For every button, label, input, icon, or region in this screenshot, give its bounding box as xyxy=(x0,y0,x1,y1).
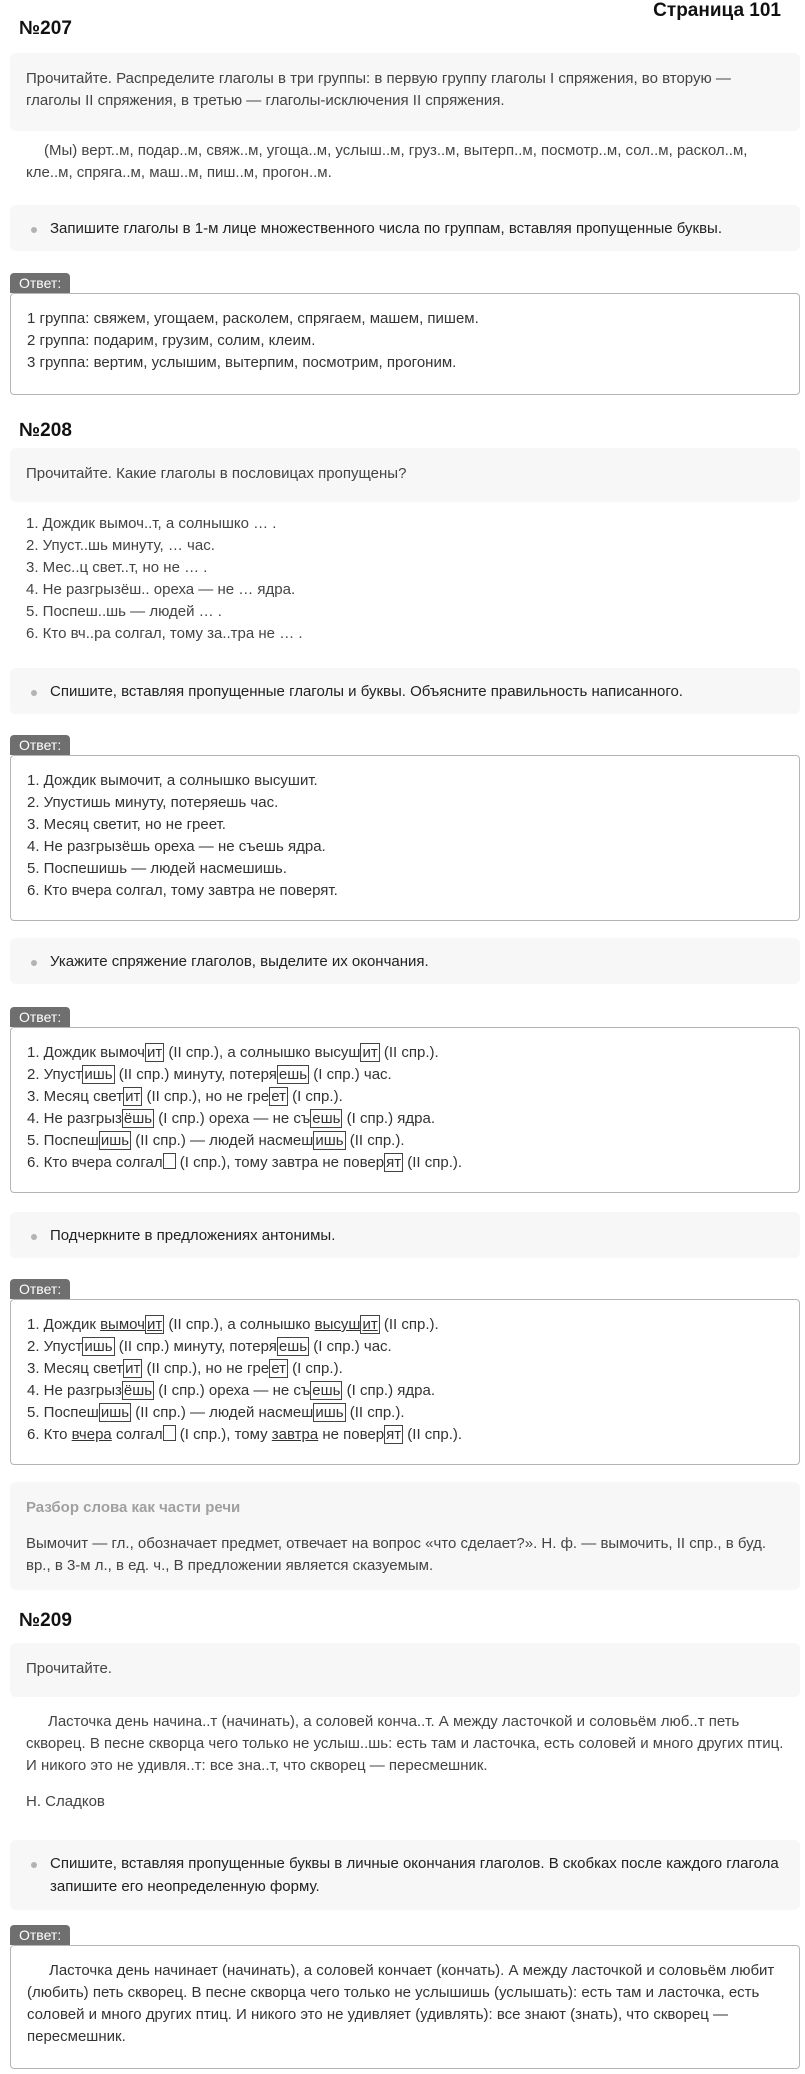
ending-box: ят xyxy=(386,1426,402,1443)
task-text: Прочитайте. Распределите глаголы в три группы: в первую группу глаголы I спряжения, во вторую — глаголы II спряжения, в третью — глаголы-исключения II спряжения. xyxy=(26,70,731,109)
answer-label: Ответ: xyxy=(10,1925,70,1945)
exercise-207-text: (Мы) верт..м, подар..м, свяж..м, угоща..м, услыш..м, груз..м, вытерп..м, посмотр..м, сол..м, раскол..м, кле..м, спряга..м, маш..м, пиш..м, прогон..м. xyxy=(26,142,748,181)
answer-text: Ласточка день начинает (начинать), а соловей кончает (кончать). А между ласточкой и соловьём любит (любить) петь скворец. В песне скворца чего только не услышишь (услышать): есть там и ласточка, есть соловей и много других птиц. И никого это не удивляет (удивлять): все знают (знать), что скворец — пересмешник. xyxy=(27,1962,775,2045)
ending-box: ишь xyxy=(100,1132,130,1149)
story-text: Ласточка день начина..т (начинать), а соловей конча..т. А между ласточкой и соловьём люб..т петь скворец. В песне скворца чего только не услыш..шь: есть там и ласточка, есть соловей и много других птиц. И никого это не удивля..т: все зна..т, что скворец — пересмешник. xyxy=(26,1713,784,1774)
instruction-text: Запишите глаголы в 1-м лице множественного числа по группам, вставляя пропущенные буквы. xyxy=(50,220,723,237)
answer-line: 2. Упустишь минуту, потеряешь час. xyxy=(27,794,279,811)
ending-box: ит xyxy=(362,1044,378,1061)
ending-box: ешь xyxy=(278,1066,308,1083)
exercise-209-instruction xyxy=(10,1840,800,1910)
answer-line: 6. Кто вчера солгал, тому завтра не поверят. xyxy=(27,882,338,899)
ending-box: ишь xyxy=(315,1132,344,1149)
instruction-text: Спишите, вставляя пропущенные глаголы и буквы. Объясните правильность написанного. xyxy=(50,683,683,700)
answer-label: Ответ: xyxy=(10,1279,70,1299)
exercise-208-task xyxy=(10,448,800,502)
ending-box: ит xyxy=(125,1088,141,1105)
answer-line: 2 группа: подарим, грузим, солим, клеим. xyxy=(27,332,316,349)
author: Н. Сладков xyxy=(26,1793,105,1810)
ending-box: ет xyxy=(271,1088,286,1105)
answer-line: 1. Дождик вымоч ит (II спр.), а солнышко высуш ит (II спр.). xyxy=(27,1044,439,1061)
exercise-208-proverbs xyxy=(26,513,786,645)
ending-box: ешь xyxy=(312,1382,341,1399)
answer-line: 4. Не разгрыз ёшь (I спр.) ореха — не съ ешь (I спр.) ядра. xyxy=(27,1110,435,1127)
answer-line: 3. Месяц свет ит (II спр.), но не гре ет (I спр.). xyxy=(27,1088,343,1105)
bullet-dot xyxy=(31,1862,37,1868)
ending-box: ит xyxy=(146,1316,163,1333)
answer-line: 5. Поспешишь — людей насмешишь. xyxy=(27,860,287,877)
proverb-line: 3. Мес..ц свет..т, но не … . xyxy=(26,559,208,576)
answer-line: 2. Упуст ишь (II спр.) минуту, потеря ешь (I спр.) час. xyxy=(27,1338,392,1355)
analysis-title: Разбор слова как части речи xyxy=(26,1499,241,1516)
exercise-208-answer-2 xyxy=(10,1027,800,1193)
exercise-208-instruction-2 xyxy=(10,938,800,984)
ending-box: ят xyxy=(386,1154,402,1171)
proverb-line: 5. Поспеш..шь — людей … . xyxy=(26,603,222,620)
ending-box: ешь xyxy=(278,1338,308,1355)
ending-box: ишь xyxy=(100,1404,130,1421)
bullet-dot xyxy=(31,1234,37,1240)
task-text: Прочитайте. Какие глаголы в пословицах пропущены? xyxy=(26,465,407,482)
answer-line: 3. Месяц светит, но не греет. xyxy=(27,816,226,833)
proverb-line: 2. Упуст..шь минуту, … час. xyxy=(26,537,215,554)
exercise-208-instruction-3 xyxy=(10,1212,800,1258)
exercise-208-number: №208 xyxy=(19,420,72,441)
exercise-207-answer xyxy=(10,293,800,395)
answer-line: 4. Не разгрызёшь ореха — не съешь ядра. xyxy=(27,838,326,855)
exercise-208-instruction-1 xyxy=(10,668,800,714)
proverb-line: 6. Кто вч..ра солгал, тому за..тра не … . xyxy=(26,625,303,642)
exercise-209-answer xyxy=(10,1945,800,2069)
page-label: Страница 101 xyxy=(653,0,781,21)
exercise-209-task xyxy=(10,1643,800,1697)
ending-box: ишь xyxy=(315,1404,344,1421)
ending-box: ит xyxy=(146,1044,163,1061)
ending-box: ишь xyxy=(84,1066,113,1083)
answer-line: 6. Кто вчера солгал (I спр.), тому завтра не повер ят (II спр.). xyxy=(27,1154,463,1171)
answer-label: Ответ: xyxy=(10,273,70,293)
answer-line: 5. Поспеш ишь (II спр.) — людей насмеш ишь (II спр.). xyxy=(27,1132,405,1149)
analysis-text: Вымочит — гл., обозначает предмет, отвечает на вопрос «что сделает?». Н. ф. — вымочить, II спр., в буд. вр., в 3-м л., в ед. ч., В предложении является сказуемым. xyxy=(26,1535,767,1574)
ending-box: ешь xyxy=(312,1110,341,1127)
bullet-dot xyxy=(31,690,37,696)
ending-box: ет xyxy=(271,1360,286,1377)
ending-box: ит xyxy=(362,1316,378,1333)
exercise-208-answer-3 xyxy=(10,1299,800,1465)
answer-line: 3. Месяц свет ит (II спр.), но не гре ет (I спр.). xyxy=(27,1360,343,1377)
exercise-207-instruction xyxy=(10,205,800,251)
ending-box: ишь xyxy=(84,1338,113,1355)
answer-line: 4. Не разгрыз ёшь (I спр.) ореха — не съ ешь (I спр.) ядра. xyxy=(27,1382,435,1399)
bullet-dot xyxy=(31,960,37,966)
antonym-underline: вчера xyxy=(71,1426,112,1443)
instruction-text: Подчеркните в предложениях антонимы. xyxy=(50,1227,336,1244)
answer-line: 6. Кто вчера солгал (I спр.), тому завтра не повер ят (II спр.). xyxy=(27,1426,463,1443)
proverb-line: 4. Не разгрызёш.. ореха — не … ядра. xyxy=(26,581,296,598)
antonym-underline: вымоч xyxy=(100,1316,145,1333)
zero-ending-box xyxy=(163,1153,176,1169)
answer-label: Ответ: xyxy=(10,735,70,755)
answer-line: 1. Дождик вымоч ит (II спр.), а солнышко высуш ит (II спр.). xyxy=(27,1316,439,1333)
task-text: Прочитайте. xyxy=(26,1660,112,1677)
answer-line: 2. Упуст ишь (II спр.) минуту, потеря ешь (I спр.) час. xyxy=(27,1066,392,1083)
antonym-underline: завтра xyxy=(271,1426,319,1443)
ending-box: ёшь xyxy=(123,1110,153,1127)
instruction-text: Спишите, вставляя пропущенные буквы в личные окончания глаголов. В скобках после каждого глагола запишите его неопределенную форму. xyxy=(50,1855,779,1895)
answer-label: Ответ: xyxy=(10,1007,70,1027)
exercise-208-answer-1 xyxy=(10,755,800,921)
answer-line: 1. Дождик вымочит, а солнышко высушит. xyxy=(27,772,318,789)
proverb-line: 1. Дождик вымоч..т, а солнышко … . xyxy=(26,515,277,532)
exercise-209-text xyxy=(26,1711,788,1813)
exercise-209-number: №209 xyxy=(19,1610,72,1631)
word-analysis-panel xyxy=(10,1482,800,1590)
exercise-207-task xyxy=(10,53,800,131)
instruction-text: Укажите спряжение глаголов, выделите их окончания. xyxy=(50,953,429,970)
antonym-underline: высуш xyxy=(314,1316,361,1333)
zero-ending-box xyxy=(163,1425,176,1441)
exercise-207-number: №207 xyxy=(19,18,72,39)
bullet-dot xyxy=(31,227,37,233)
answer-line: 1 группа: свяжем, угощаем, расколем, спрягаем, машем, пишем. xyxy=(27,310,479,327)
ending-box: ёшь xyxy=(123,1382,153,1399)
ending-box: ит xyxy=(125,1360,141,1377)
answer-line: 5. Поспеш ишь (II спр.) — людей насмеш ишь (II спр.). xyxy=(27,1404,405,1421)
answer-line: 3 группа: вертим, услышим, вытерпим, посмотрим, прогоним. xyxy=(27,354,457,371)
